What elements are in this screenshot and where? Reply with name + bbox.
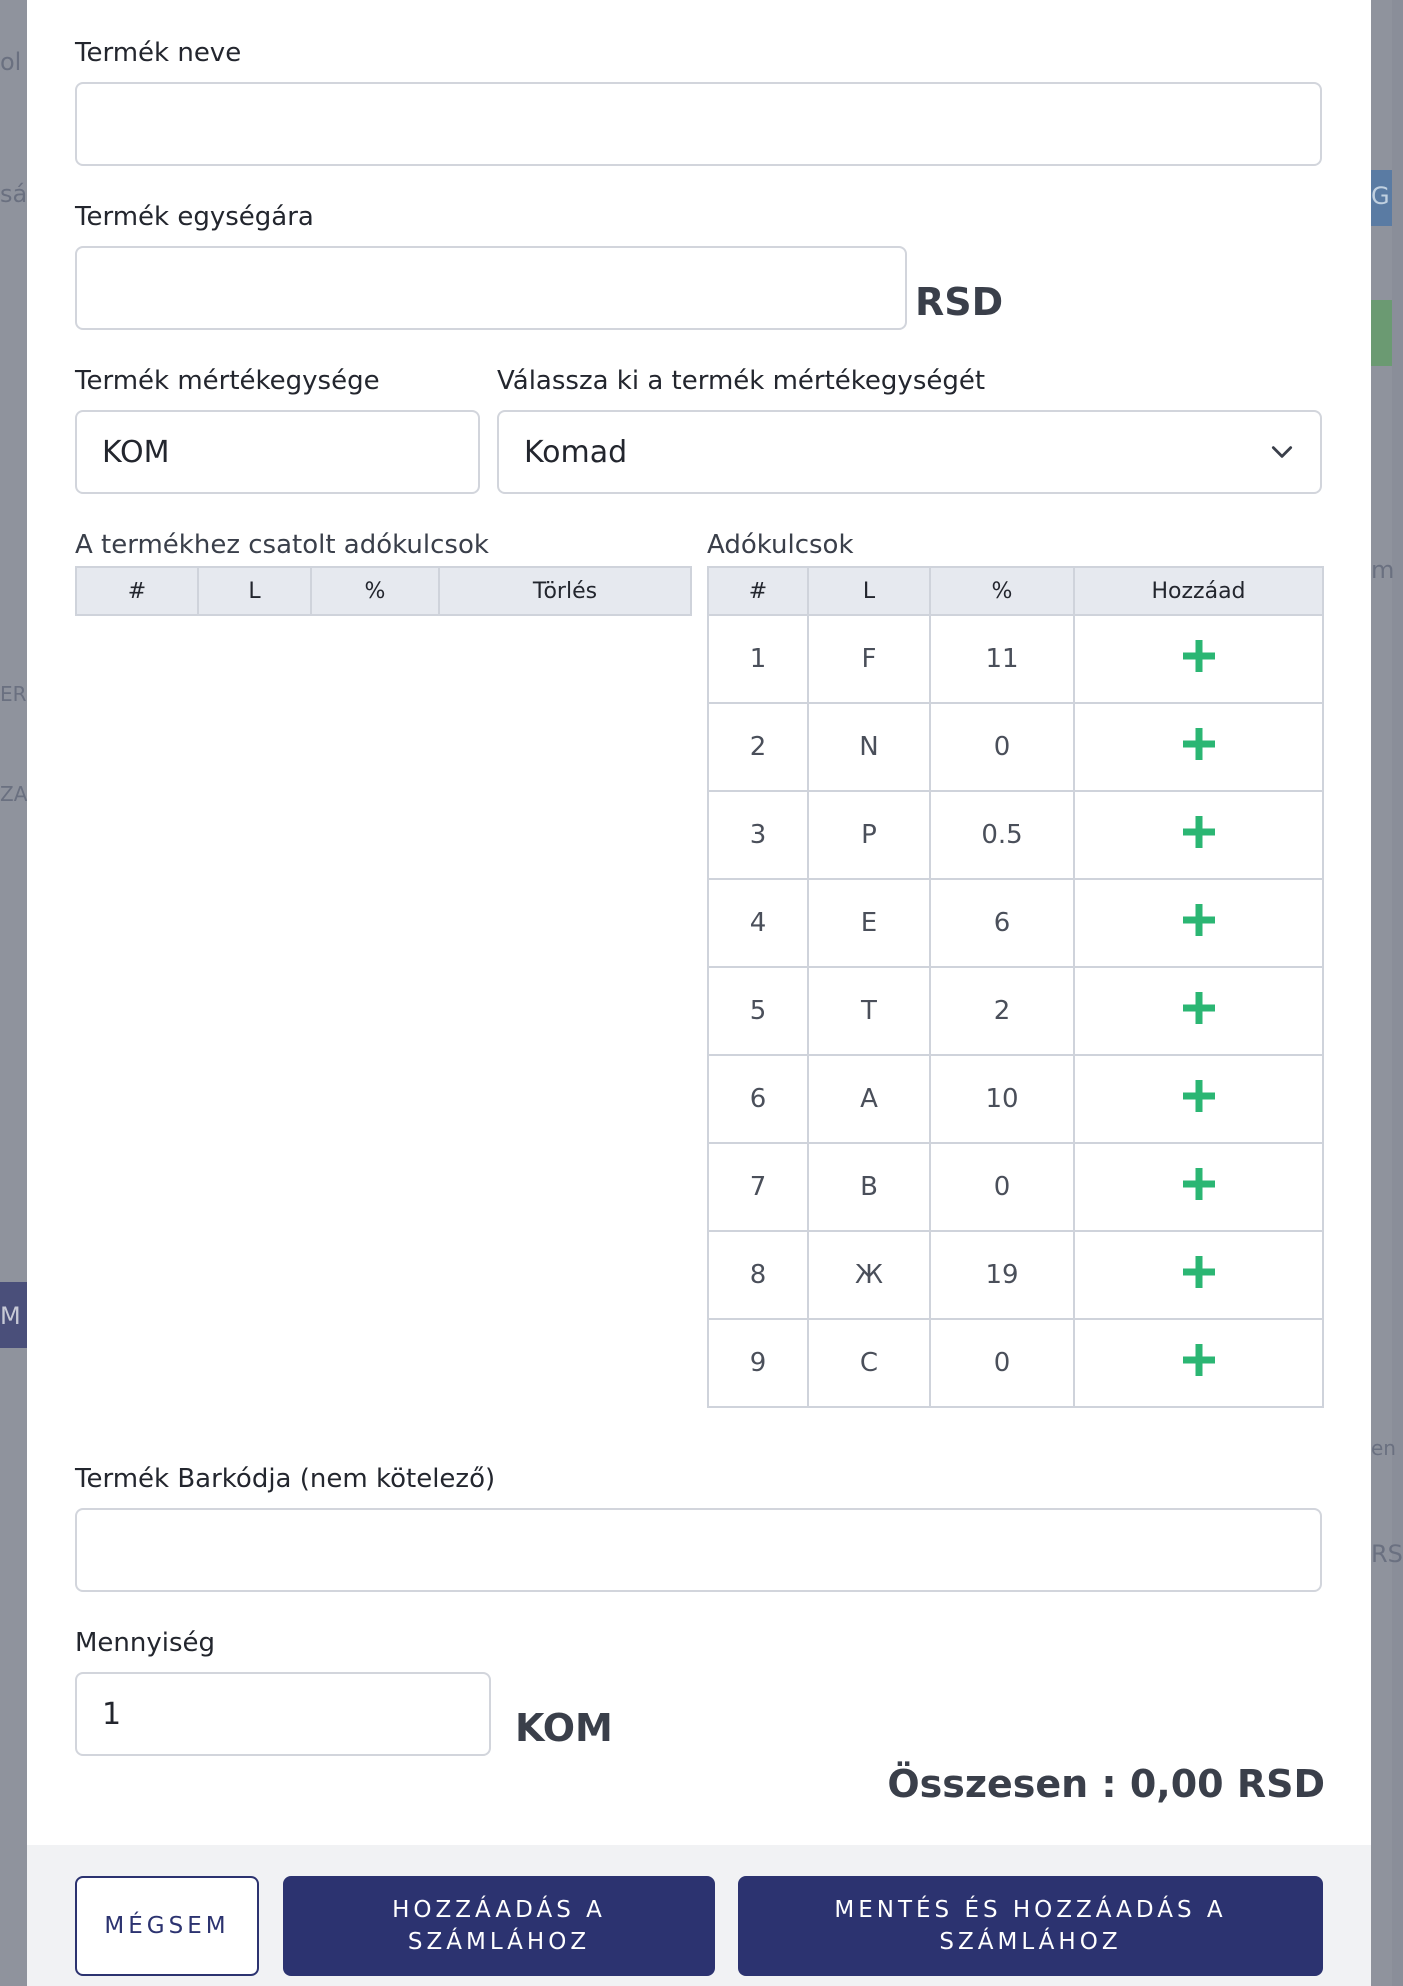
add-cell [1074, 967, 1323, 1055]
add-plus-icon[interactable] [1181, 990, 1217, 1026]
row-index: 4 [708, 879, 808, 967]
save-and-add-label-1: MENTÉS ÉS HOZZÁADÁS A [834, 1897, 1227, 1923]
add-product-modal [27, 0, 1371, 1986]
table-row [708, 1231, 1323, 1319]
table-row [708, 879, 1323, 967]
product-name-input[interactable] [75, 82, 1322, 166]
tax-rates-title: Adókulcsok [707, 530, 854, 560]
tax-percent: 10 [930, 1055, 1074, 1143]
row-index: 6 [708, 1055, 808, 1143]
tax-label: E [808, 879, 930, 967]
background-app-right [1371, 0, 1395, 1986]
unit-input[interactable] [75, 410, 480, 494]
barcode-label: Termék Barkódja (nem kötelező) [75, 1464, 496, 1494]
row-index: 7 [708, 1143, 808, 1231]
add-cell [1074, 1319, 1323, 1407]
barcode-input[interactable] [75, 1508, 1322, 1592]
row-index: 5 [708, 967, 808, 1055]
add-cell [1074, 1231, 1323, 1319]
row-index: 2 [708, 703, 808, 791]
add-plus-icon[interactable] [1181, 726, 1217, 762]
row-index: 9 [708, 1319, 808, 1407]
add-to-invoice-button[interactable] [283, 1876, 715, 1976]
tax-percent: 0 [930, 1319, 1074, 1407]
table-row [708, 615, 1323, 703]
unit-label: Termék mértékegysége [75, 366, 380, 396]
add-cell [1074, 1143, 1323, 1231]
column-header: L [808, 567, 930, 615]
table-row [708, 967, 1323, 1055]
background-text: G [1371, 182, 1390, 210]
tax-label: N [808, 703, 930, 791]
row-index: 8 [708, 1231, 808, 1319]
add-cell [1074, 791, 1323, 879]
unit-price-input[interactable] [75, 246, 907, 330]
add-plus-icon[interactable] [1181, 1342, 1217, 1378]
attached-taxes-table [75, 566, 692, 616]
column-header: % [311, 567, 439, 615]
background-text: ol [0, 48, 22, 76]
add-to-invoice-label-1: HOZZÁADÁS A [392, 1897, 606, 1923]
add-cell [1074, 879, 1323, 967]
tax-percent: 19 [930, 1231, 1074, 1319]
tax-percent: 0.5 [930, 791, 1074, 879]
table-header-row [76, 567, 691, 615]
price-currency: RSD [915, 280, 1004, 324]
add-plus-icon[interactable] [1181, 638, 1217, 674]
unit-select-label: Válassza ki a termék mértékegységét [497, 366, 986, 396]
cancel-button[interactable] [75, 1876, 259, 1976]
table-row [708, 703, 1323, 791]
add-plus-icon[interactable] [1181, 1078, 1217, 1114]
tax-label: B [808, 1143, 930, 1231]
add-cell [1074, 1055, 1323, 1143]
tax-percent: 2 [930, 967, 1074, 1055]
tax-percent: 6 [930, 879, 1074, 967]
add-cell [1074, 615, 1323, 703]
tax-label: T [808, 967, 930, 1055]
background-text: m [1371, 556, 1395, 584]
row-index: 1 [708, 615, 808, 703]
add-plus-icon[interactable] [1181, 1254, 1217, 1290]
table-row [708, 1319, 1323, 1407]
tax-rates-table [707, 566, 1324, 1408]
tax-label: Ж [808, 1231, 930, 1319]
background-app-left [0, 0, 27, 1986]
save-and-add-button[interactable] [738, 1876, 1323, 1976]
table-row [708, 791, 1323, 879]
add-plus-icon[interactable] [1181, 1166, 1217, 1202]
quantity-label: Mennyiség [75, 1628, 216, 1658]
unit-select-value: Komad [524, 434, 628, 470]
column-header: % [930, 567, 1074, 615]
background-text: ZA [0, 782, 28, 806]
add-plus-icon[interactable] [1181, 814, 1217, 850]
column-header: Hozzáad [1074, 567, 1323, 615]
chevron-down-icon [1269, 439, 1295, 465]
column-header: # [708, 567, 808, 615]
save-and-add-label-2: SZÁMLÁHOZ [939, 1929, 1122, 1955]
add-plus-icon[interactable] [1181, 902, 1217, 938]
background-text: RS [1371, 1540, 1403, 1568]
add-to-invoice-label-2: SZÁMLÁHOZ [407, 1929, 591, 1955]
tax-label: F [808, 615, 930, 703]
tax-label: P [808, 791, 930, 879]
unit-select[interactable] [497, 410, 1322, 494]
tax-label: C [808, 1319, 930, 1407]
tax-label: A [808, 1055, 930, 1143]
tax-percent: 0 [930, 703, 1074, 791]
background-text: M [0, 1302, 21, 1330]
attached-taxes-title: A termékhez csatolt adókulcsok [75, 530, 489, 560]
background-accent-right-2 [1371, 300, 1392, 366]
unit-price-label: Termék egységára [75, 202, 314, 232]
tax-percent: 11 [930, 615, 1074, 703]
cancel-button-label: MÉGSEM [104, 1913, 230, 1939]
product-name-label: Termék neve [75, 38, 242, 68]
quantity-input[interactable] [75, 1672, 491, 1756]
total-amount: Összesen : 0,00 RSD [887, 1762, 1325, 1806]
tax-percent: 0 [930, 1143, 1074, 1231]
table-header-row [708, 567, 1323, 615]
table-row [708, 1143, 1323, 1231]
add-cell [1074, 703, 1323, 791]
background-text: en [1371, 1436, 1396, 1460]
column-header: # [76, 567, 198, 615]
modal-footer [27, 1845, 1371, 1986]
column-header: L [198, 567, 311, 615]
row-index: 3 [708, 791, 808, 879]
quantity-unit: KOM [515, 1706, 613, 1750]
background-text: ER [0, 682, 27, 706]
table-row [708, 1055, 1323, 1143]
column-header: Törlés [439, 567, 691, 615]
background-text: sá [0, 180, 28, 208]
